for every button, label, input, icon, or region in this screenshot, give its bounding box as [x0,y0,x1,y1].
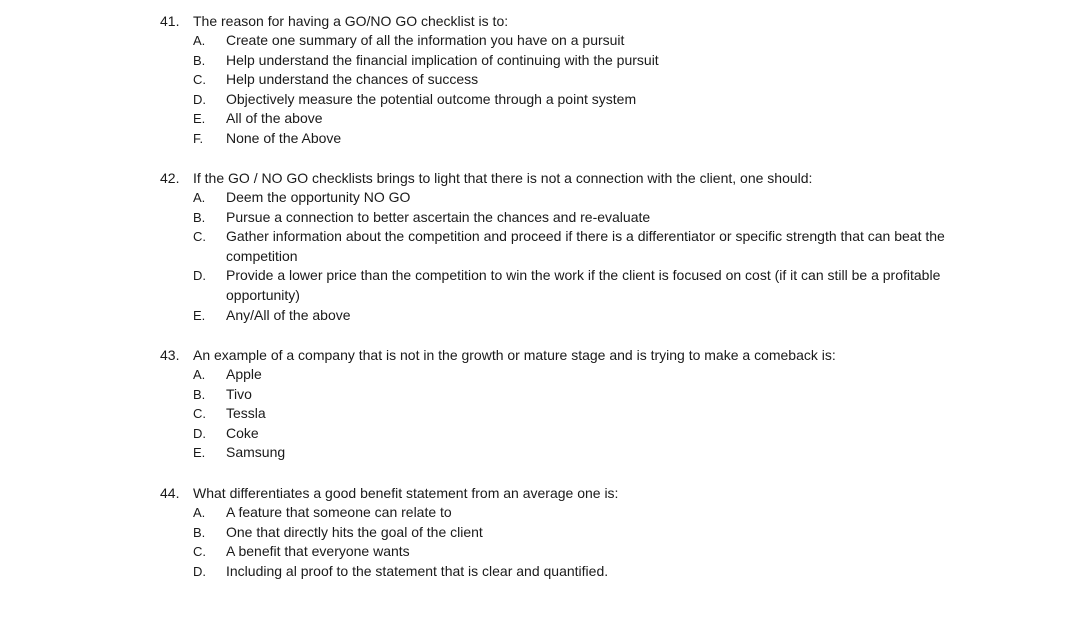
option-c [193,227,960,266]
option-text: Tessla [226,405,266,422]
question-number: 42. [160,170,180,186]
option-d [193,90,960,110]
option-e [193,306,960,326]
option-text: A benefit that everyone wants [226,543,410,560]
question-text: If the GO / NO GO checklists brings to light that there is not a connection with the client, one should: [193,170,813,186]
option-text: Any/All of the above [226,306,351,323]
option-letter: C. [193,72,206,88]
question-stem [160,11,960,31]
option-letter: A. [193,33,206,48]
option-letter: E. [193,111,206,127]
option-letter: E. [193,445,206,461]
option-letter: B. [193,386,206,402]
option-c [193,70,960,90]
option-text: None of the Above [226,129,342,146]
option-f [193,129,960,149]
option-b [193,523,960,543]
option-letter: A. [193,505,206,520]
option-letter: D. [193,563,206,579]
option-letter: C. [193,544,206,560]
option-letter: B. [193,209,206,225]
option-b [193,385,960,405]
option-text: Apple [226,366,262,382]
option-a [193,31,960,51]
option-b [193,208,960,228]
option-letter: C. [193,229,206,245]
question-stem [160,345,960,365]
option-text: Help understand the financial implication of continuing with the pursuit [226,51,659,68]
question-number: 43. [160,347,180,363]
question-41 [160,11,960,149]
option-letter: D. [193,91,206,107]
option-letter: A. [193,367,206,382]
question-44 [160,483,960,581]
question-43 [160,345,960,463]
question-number: 41. [160,13,180,29]
option-text: One that directly hits the goal of the client [226,523,483,540]
option-text: Coke [226,424,259,441]
option-text: Provide a lower price than the competition to win the work if the client is focused on cost (if it can still be a profitable opportunity) [226,267,941,303]
option-e [193,443,960,463]
option-text: Objectively measure the potential outcome through a point system [226,90,637,107]
option-text: Gather information about the competition and proceed if there is a differentiator or specific strength that can beat the competition [226,228,945,264]
option-letter: A. [193,190,206,205]
option-b [193,51,960,71]
option-d [193,266,960,305]
option-d [193,562,960,582]
option-letter: F. [193,130,204,146]
option-text: Pursue a connection to better ascertain the chances and re-evaluate [226,208,651,225]
option-letter: D. [193,425,206,441]
option-text: Including al proof to the statement that is clear and quantified. [226,562,609,579]
question-text: What differentiates a good benefit statement from an average one is: [193,485,619,501]
option-text: Tivo [226,385,252,402]
option-e [193,109,960,129]
option-text: Help understand the chances of success [226,71,479,88]
option-letter: B. [193,52,206,68]
option-a [193,365,960,385]
question-number: 44. [160,485,180,501]
option-letter: D. [193,268,206,284]
option-text: Deem the opportunity NO GO [226,189,411,205]
question-42 [160,168,960,325]
option-text: Create one summary of all the information you have on a pursuit [226,32,625,48]
option-text: A feature that someone can relate to [226,504,452,520]
question-text: The reason for having a GO/NO GO checklist is to: [193,13,509,29]
option-c [193,542,960,562]
option-c [193,404,960,424]
question-text: An example of a company that is not in the growth or mature stage and is trying to make a comeback is: [193,347,836,363]
option-a [193,188,960,208]
option-a [193,503,960,523]
option-letter: B. [193,524,206,540]
option-letter: E. [193,307,206,323]
question-stem [160,168,960,188]
option-text: All of the above [226,110,323,127]
option-d [193,424,960,444]
question-stem [160,483,960,503]
option-text: Samsung [226,444,286,461]
option-letter: C. [193,406,206,422]
